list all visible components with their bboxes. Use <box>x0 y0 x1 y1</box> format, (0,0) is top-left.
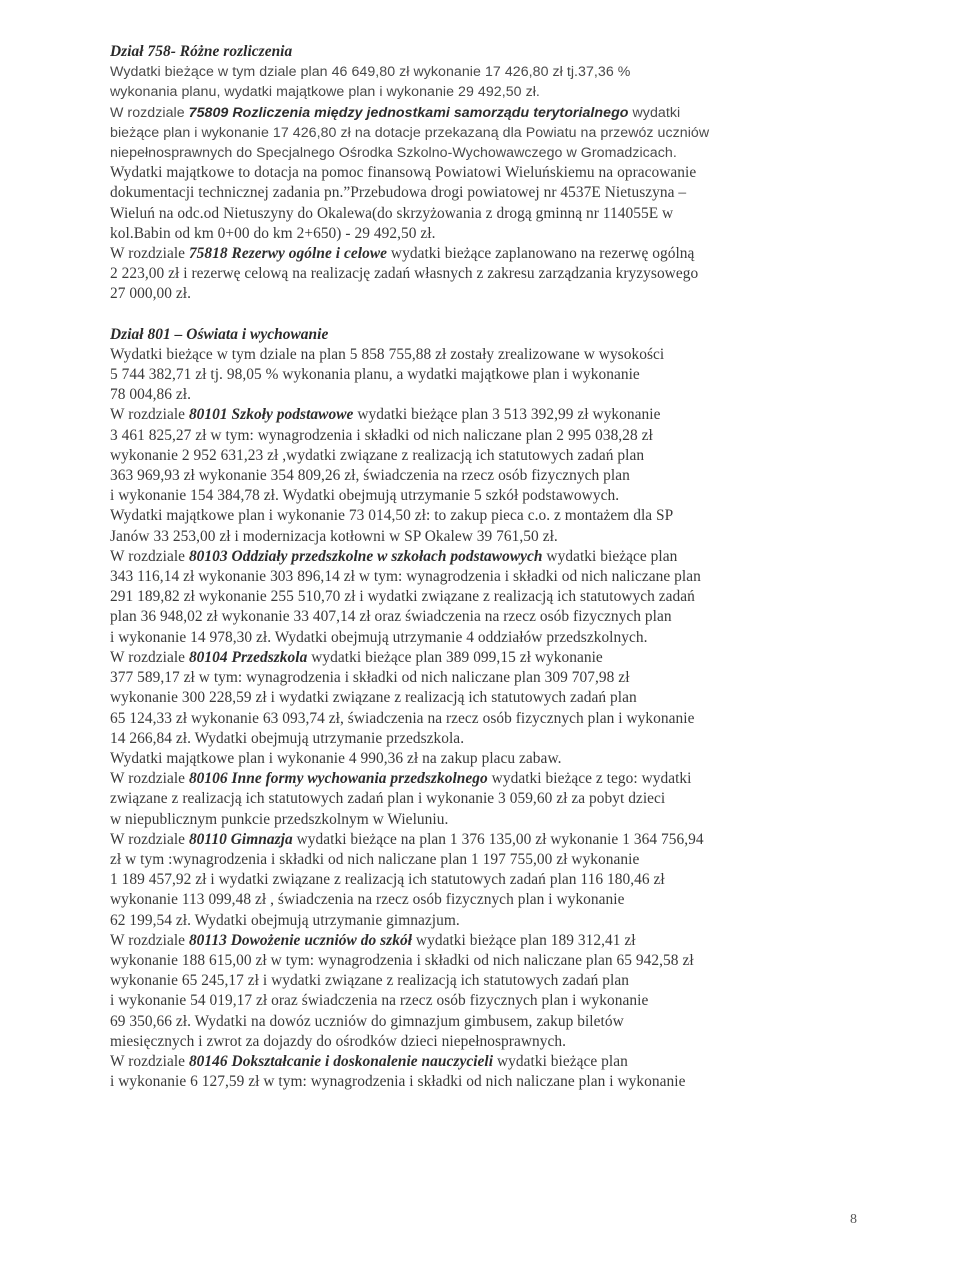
text-line: Wydatki majątkowe to dotacja na pomoc finansową Powiatowi Wieluńskiemu na opracowanie <box>110 164 697 182</box>
text-line <box>110 648 855 668</box>
text-run: wydatki bieżące plan 389 099,15 zł wykonanie <box>307 648 603 666</box>
text-run: związane z realizacją ich statutowych zadań plan i wykonanie 3 059,60 zł za pobyt dzieci <box>110 790 666 808</box>
page-number: 8 <box>850 1212 857 1227</box>
text-line <box>110 668 855 688</box>
text-run: 363 969,93 zł wykonanie 354 809,26 zł, świadczenia na rzecz osób fizycznych plan <box>110 467 630 485</box>
text-line <box>110 365 855 385</box>
section-801-body <box>110 345 855 1093</box>
text-run: i wykonanie 154 384,78 zł. Wydatki obejmują utrzymanie 5 szkół podstawowych. <box>110 487 620 505</box>
text-run: 291 189,82 zł wykonanie 255 510,70 zł i wydatki związane z realizacją ich statutowych zadań <box>110 588 695 606</box>
text-run: wykonanie 65 245,17 zł i wydatki związane z realizacją ich statutowych zadań plan <box>110 972 630 990</box>
chapter-title: 75809 Rozliczenia między jednostkami samorządu terytorialnego <box>188 104 629 121</box>
text-run: wydatki bieżące z tego: wydatki <box>487 770 692 788</box>
text-line: dokumentacji technicznej zadania pn.”Przebudowa drogi powiatowej nr 4537E Nietuszyna – <box>110 184 687 202</box>
text-line: niepełnosprawnych do Specjalnego Ośrodka Szkolno-Wychowawczego w Gromadzicach. <box>110 145 677 162</box>
text-line <box>110 810 855 830</box>
text-line <box>110 769 855 789</box>
chapter-title: 75818 Rezerwy ogólne i celowe <box>188 245 388 263</box>
text-line <box>110 1012 855 1032</box>
text-line <box>110 103 855 123</box>
text-line <box>110 951 855 971</box>
chapter-title: 80101 Szkoły podstawowe <box>188 406 354 424</box>
section-758-heading: Dział 758- Różne rozliczenia <box>110 43 293 60</box>
text-line <box>110 506 855 526</box>
text-run: W rozdziale <box>110 1052 189 1070</box>
text-run: W rozdziale <box>110 770 189 788</box>
text-run: wydatki <box>628 104 681 121</box>
text-run: wykonanie 188 615,00 zł w tym: wynagrodzenia i składki od nich naliczane plan 65 942,58 zł <box>110 951 694 969</box>
text-run: 377 589,17 zł w tym: wynagrodzenia i składki od nich naliczane plan 309 707,98 zł <box>110 669 630 687</box>
text-line <box>110 466 855 486</box>
chapter-title: 80146 Dokształcanie i doskonalenie nauczycieli <box>188 1052 494 1070</box>
text-run: wykonanie 2 952 631,23 zł ,wydatki związane z realizacją ich statutowych zadań plan <box>110 446 645 464</box>
text-line <box>110 345 855 365</box>
text-line <box>110 567 855 587</box>
text-line <box>110 527 855 547</box>
text-run: miesięcznych i zwrot za dojazdy do ośrodków dzieci niepełnosprawnych. <box>110 1032 567 1050</box>
text-line <box>110 971 855 991</box>
text-line <box>110 931 855 951</box>
text-line <box>110 850 855 870</box>
text-line <box>110 1032 855 1052</box>
text-run: 78 004,86 zł. <box>110 386 192 404</box>
text-line <box>110 911 855 931</box>
text-run: W rozdziale <box>110 547 189 565</box>
text-line <box>110 870 855 890</box>
chapter-title: 80104 Przedszkola <box>188 648 308 666</box>
text-line: Wieluń na odc.od Nietuszyny do Okalewa(do skrzyżowania z drogą gminną nr 114055E w <box>110 204 674 222</box>
text-run: Wydatki bieżące w tym dziale na plan 5 858 755,88 zł zostały zrealizowane w wysokości <box>110 345 665 363</box>
text-run: Janów 33 253,00 zł i modernizacja kotłowni w SP Okalew 39 761,50 zł. <box>110 527 558 545</box>
text-run: wydatki bieżące plan 3 513 392,99 zł wykonanie <box>353 406 661 424</box>
text-line <box>110 486 855 506</box>
text-line <box>110 587 855 607</box>
text-run: zł w tym :wynagrodzenia i składki od nich naliczane plan 1 197 755,00 zł wykonanie <box>110 850 640 868</box>
text-line <box>110 1052 855 1072</box>
text-run: wydatki bieżące na plan 1 376 135,00 zł wykonanie 1 364 756,94 <box>292 830 704 848</box>
text-run: Wydatki majątkowe plan i wykonanie 4 990,36 zł na zakup placu zabaw. <box>110 749 562 767</box>
text-run: 3 461 825,27 zł w tym: wynagrodzenia i składki od nich naliczane plan 2 995 038,28 zł <box>110 426 653 444</box>
text-line <box>110 749 855 769</box>
text-run: W rozdziale <box>110 104 189 121</box>
text-run: 343 116,14 zł wykonanie 303 896,14 zł w tym: wynagrodzenia i składki od nich naliczane plan <box>110 568 701 586</box>
text-line <box>110 547 855 567</box>
text-line <box>110 729 855 749</box>
text-run: wykonanie 300 228,59 zł i wydatki związane z realizacją ich statutowych zadań plan <box>110 689 637 707</box>
text-run: W rozdziale <box>110 406 189 424</box>
text-run: W rozdziale <box>110 931 189 949</box>
text-line <box>110 628 855 648</box>
text-line <box>110 607 855 627</box>
text-run: wykonanie 113 099,48 zł , świadczenia na rzecz osób fizycznych plan i wykonanie <box>110 891 625 909</box>
text-run: plan 36 948,02 zł wykonanie 33 407,14 zł oraz świadczenia na rzecz osób fizycznych plan <box>110 608 672 626</box>
text-run: 1 189 457,92 zł i wydatki związane z realizacją ich statutowych zadań plan 116 180,46 zł <box>110 871 665 889</box>
text-line: bieżące plan i wykonanie 17 426,80 zł na dotacje przekazaną dla Powiatu na przewóz uczniów <box>110 124 710 141</box>
text-run: wydatki bieżące zaplanowano na rezerwę ogólną <box>387 245 695 263</box>
text-line: Wydatki bieżące w tym dziale plan 46 649,80 zł wykonanie 17 426,80 zł tj.37,36 % <box>110 64 631 81</box>
text-run: wydatki bieżące plan <box>542 547 678 565</box>
text-line <box>110 789 855 809</box>
chapter-title: 80103 Oddziały przedszkolne w szkołach podstawowych <box>188 547 543 565</box>
text-line: 27 000,00 zł. <box>110 285 192 303</box>
text-run: W rozdziale <box>110 830 189 848</box>
text-run: W rozdziale <box>110 648 189 666</box>
chapter-title: 80113 Dowożenie uczniów do szkół <box>188 931 413 949</box>
text-line <box>110 991 855 1011</box>
text-line: wykonania planu, wydatki majątkowe plan i wykonanie 29 492,50 zł. <box>110 84 540 101</box>
text-run: 65 124,33 zł wykonanie 63 093,74 zł, świadczenia na rzecz osób fizycznych plan i wykonanie <box>110 709 695 727</box>
text-run: w niepublicznym punkcie przedszkolnym w Wieluniu. <box>110 810 449 828</box>
text-run: wydatki bieżące plan <box>493 1052 628 1070</box>
document-page <box>110 42 855 1092</box>
text-line <box>110 688 855 708</box>
text-line: kol.Babin od km 0+00 do km 2+650) - 29 492,50 zł. <box>110 224 436 242</box>
text-line <box>110 446 855 466</box>
text-line <box>110 1072 855 1092</box>
text-line <box>110 405 855 425</box>
text-run: 14 266,84 zł. Wydatki obejmują utrzymanie przedszkola. <box>110 729 465 747</box>
text-run: 69 350,66 zł. Wydatki na dowóz uczniów do gimnazjum gimbusem, zakup biletów <box>110 1012 624 1030</box>
text-run: 62 199,54 zł. Wydatki obejmują utrzymanie gimnazjum. <box>110 911 460 929</box>
text-line <box>110 385 855 405</box>
text-run: W rozdziale <box>110 245 189 263</box>
text-line <box>110 830 855 850</box>
text-line: 2 223,00 zł i rezerwę celową na realizację zadań własnych z zakresu zarządzania kryzysowego <box>110 265 699 283</box>
chapter-title: 80106 Inne formy wychowania przedszkolnego <box>188 770 488 788</box>
text-run: 5 744 382,71 zł tj. 98,05 % wykonania planu, a wydatki majątkowe plan i wykonanie <box>110 366 640 384</box>
section-801-heading: Dział 801 – Oświata i wychowanie <box>110 325 329 343</box>
text-run: i wykonanie 6 127,59 zł w tym: wynagrodzenia i składki od nich naliczane plan i wykonanie <box>110 1073 686 1091</box>
text-run: Wydatki majątkowe plan i wykonanie 73 014,50 zł: to zakup pieca c.o. z montażem dla SP <box>110 507 674 525</box>
text-line <box>110 890 855 910</box>
text-run: i wykonanie 54 019,17 zł oraz świadczenia na rzecz osób fizycznych plan i wykonanie <box>110 992 649 1010</box>
text-run: i wykonanie 14 978,30 zł. Wydatki obejmują utrzymanie 4 oddziałów przedszkolnych. <box>110 628 648 646</box>
text-run: wydatki bieżące plan 189 312,41 zł <box>412 931 636 949</box>
section-gap <box>110 305 855 325</box>
chapter-title: 80110 Gimnazja <box>188 830 293 848</box>
text-line <box>110 426 855 446</box>
text-line <box>110 709 855 729</box>
text-line <box>110 244 855 264</box>
